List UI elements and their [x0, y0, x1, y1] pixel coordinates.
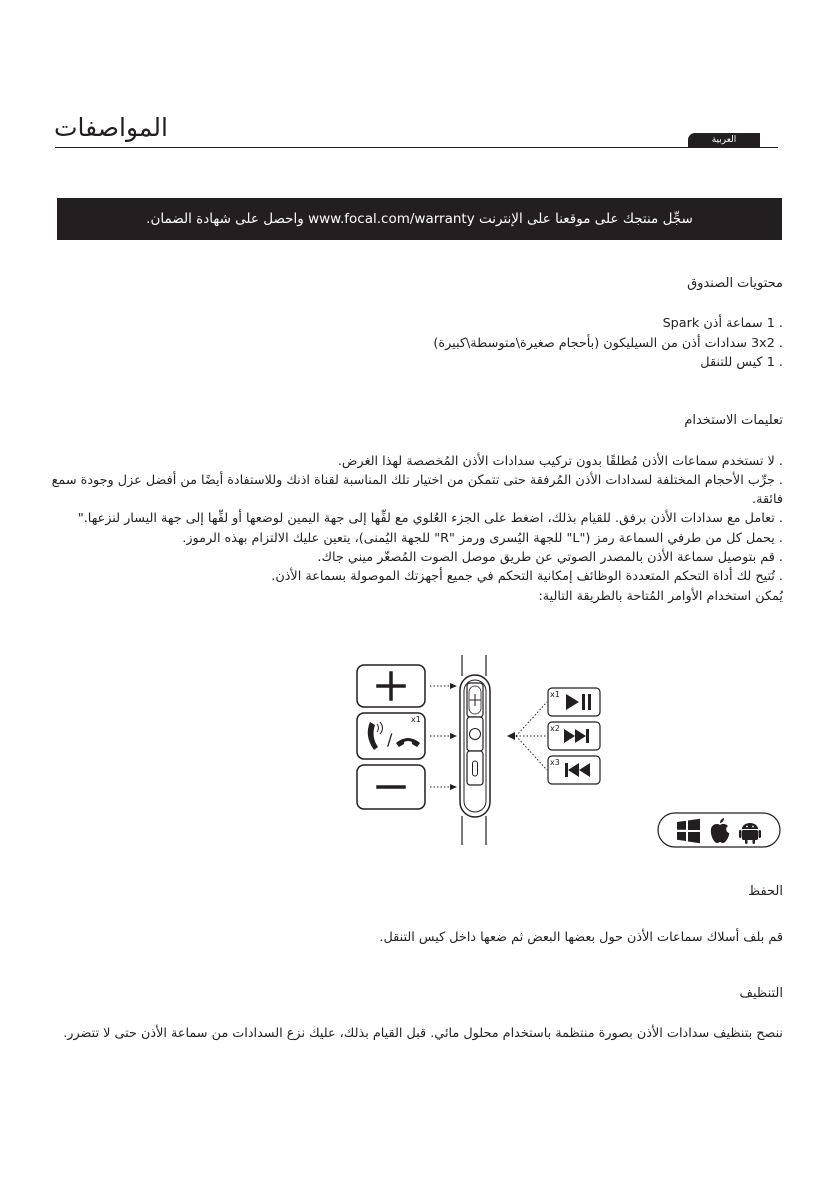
box-item: . 1 سماعة أذن Spark: [662, 316, 783, 331]
click-count: x3: [550, 758, 560, 767]
usage-heading: تعليمات الاستخدام: [684, 413, 783, 428]
title-divider: [55, 147, 778, 148]
storage-heading: الحفظ: [748, 884, 783, 899]
click-count: x2: [550, 724, 560, 733]
usage-line: . لا تستخدم سماعات الأذن مُطلقًا بدون تركيب سدادات الأذن المُخصصة لهذا الغرض.: [337, 454, 783, 469]
usage-line: . قم بتوصيل سماعة الأذن بالمصدر الصوتي عن طريق موصل الصوت المُصغّر ميني جاك.: [317, 550, 783, 565]
usage-line: . يحمل كل من طرفي السماعة رمز ("L" للجهة اليُسرى ورمز "R" للجهة اليُمنى)، يتعين عليك الالتزام بهذه الرموز.: [182, 531, 783, 546]
play-pause-box: [548, 688, 600, 716]
leader-lines-right: [516, 702, 547, 770]
usage-line: . تعامل مع سدادات الأذن برفق. للقيام بذلك، اضغط على الجزء العُلوي مع لفِّها إلى جهة اليمين لوضعها أو لفِّها إلى جهة اليسار لنزعها.": [77, 511, 783, 526]
box-item: . 1 كيس للتنقل: [700, 355, 783, 370]
usage-line: يُمكن استخدام الأوامر المُتاحة بالطريقة التالية:: [538, 589, 783, 604]
leader-lines-left: [430, 686, 449, 787]
storage-text: قم بلف أسلاك سماعات الأذن حول بعضها البعض ثم ضعها داخل كيس التنقل.: [379, 930, 783, 945]
leader-arrows-left: [450, 683, 457, 790]
warranty-banner: سجِّل منتجك على موقعنا على الإنترنت www.focal.com/warranty واحصل على شهادة الضمان.: [57, 198, 782, 240]
language-badge: العربية: [688, 133, 760, 147]
next-track-box: [548, 722, 600, 750]
remote-minus-button[interactable]: [467, 751, 483, 785]
volume-down-box: [357, 765, 425, 809]
os-compatibility-badge: [658, 813, 780, 847]
cleaning-text: ننصح بتنظيف سدادات الأذن بصورة منتظمة باستخدام محلول مائي. قبل القيام بذلك، عليك نزع السدادات من سماعة الأذن حتى لا تتضرر.: [63, 1026, 783, 1041]
click-count: x1: [550, 690, 560, 699]
volume-up-box: [357, 665, 425, 707]
svg-text:/: /: [387, 730, 393, 749]
usage-line: . جرِّب الأحجام المختلفة لسدادات الأذن المُرفقة حتى تتمكن من اختيار تلك المناسبة لقناة اذنك وللاستفادة أيضًا من أفضل عزل وجودة سمع: [51, 473, 783, 488]
remote-control-diagram: [350, 650, 790, 860]
previous-track-box: [548, 756, 600, 784]
remote-center-button[interactable]: [467, 717, 483, 751]
box-contents-heading: محتويات الصندوق: [687, 276, 783, 291]
cleaning-heading: التنظيف: [739, 986, 783, 1001]
call-box: [357, 713, 425, 759]
call-click-count: x1: [411, 715, 421, 724]
box-item: . 3x2 سدادات أذن من السيليكون (بأحجام صغيرة\متوسطة\كبيرة): [433, 336, 783, 351]
remote-plus-button[interactable]: [467, 683, 483, 717]
usage-line: فائقة.: [752, 492, 783, 507]
page-title: المواصفات: [54, 113, 168, 142]
leader-arrow-right: [507, 732, 515, 740]
usage-line: . تُتيح لك أداة التحكم المتعددة الوظائف إمكانية التحكم في جميع أجهزتك الموصولة بسماعة الأذن.: [271, 569, 783, 584]
